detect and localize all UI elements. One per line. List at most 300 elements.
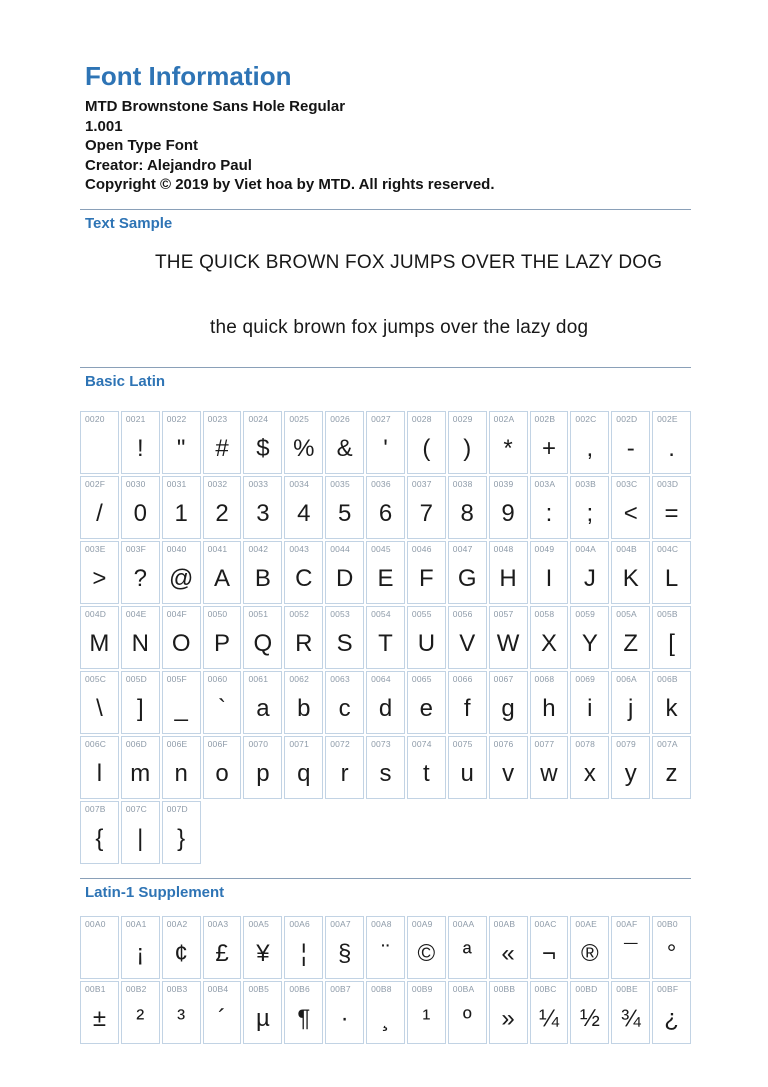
glyph-character: ¦	[300, 940, 307, 967]
codepoint-label: 006E	[166, 738, 188, 749]
codepoint-label: 0051	[248, 608, 269, 619]
glyph-character: "	[176, 435, 186, 462]
glyph-character: N	[131, 630, 149, 657]
codepoint-label: 006F	[207, 738, 228, 749]
codepoint-label: 003A	[534, 478, 556, 489]
codepoint-label: 0034	[289, 478, 310, 489]
codepoint-label: 007A	[657, 738, 678, 749]
glyph-cell-0038	[448, 476, 487, 539]
text-sample-lowercase: the quick brown fox jumps over the lazy dog	[210, 316, 589, 338]
glyph-character: Z	[623, 630, 639, 657]
glyph-table-row	[80, 411, 691, 474]
glyph-cell-00BD	[570, 981, 609, 1044]
codepoint-label: 0033	[248, 478, 269, 489]
codepoint-label: 005F	[166, 673, 187, 684]
glyph-character: ¡	[136, 940, 145, 967]
codepoint-label: 0069	[575, 673, 596, 684]
codepoint-label: 005A	[616, 608, 637, 619]
font-name: MTD Brownstone Sans Hole Regular	[85, 98, 346, 115]
glyph-cell-0036	[366, 476, 405, 539]
glyph-cell-004D	[80, 606, 119, 669]
glyph-character: z	[665, 760, 678, 787]
glyph-character: ´	[218, 1005, 227, 1032]
glyph-cell-0077	[530, 736, 569, 799]
glyph-character: ¶	[297, 1005, 311, 1032]
glyph-cell-004E	[121, 606, 160, 669]
glyph-cell-0069	[570, 671, 609, 734]
codepoint-label: 00A8	[371, 918, 392, 929]
codepoint-label: 0056	[452, 608, 473, 619]
glyph-character: 2	[215, 500, 229, 527]
glyph-character: 8	[460, 500, 474, 527]
codepoint-label: 0031	[166, 478, 187, 489]
glyph-cell-00B4	[203, 981, 242, 1044]
codepoint-label: 0079	[616, 738, 636, 749]
glyph-table-row	[80, 671, 691, 734]
glyph-cell-005B	[652, 606, 691, 669]
codepoint-label: 004A	[575, 543, 597, 554]
glyph-cell-004F	[162, 606, 201, 669]
codepoint-label: 0071	[289, 738, 310, 749]
glyph-cell-004B	[611, 541, 650, 604]
codepoint-label: 0023	[207, 413, 228, 424]
codepoint-label: 00B8	[371, 983, 392, 994]
glyph-table-row	[80, 801, 691, 864]
glyph-cell-003F	[121, 541, 160, 604]
codepoint-label: 0046	[411, 543, 432, 554]
glyph-cell-0055	[407, 606, 446, 669]
glyph-character: ±	[92, 1005, 107, 1032]
glyph-character: @	[168, 565, 194, 592]
codepoint-label: 0060	[207, 673, 228, 684]
codepoint-label: 002C	[575, 413, 597, 424]
codepoint-label: 00A6	[289, 918, 310, 929]
codepoint-label: 0052	[289, 608, 310, 619]
codepoint-label: 004E	[125, 608, 147, 619]
glyph-cell-006A	[611, 671, 650, 734]
glyph-character: d	[378, 695, 393, 722]
glyph-table-row	[80, 606, 691, 669]
glyph-character: 4	[297, 500, 311, 527]
codepoint-label: 0027	[371, 413, 391, 424]
codepoint-label: 00B9	[411, 983, 433, 994]
glyph-character: J	[583, 565, 596, 592]
codepoint-label: 0057	[493, 608, 514, 619]
codepoint-label: 0073	[371, 738, 391, 749]
font-version: 1.001	[85, 117, 123, 135]
glyph-character: y	[624, 760, 637, 787]
codepoint-label: 0026	[330, 413, 350, 424]
glyph-character: ¹	[422, 1005, 431, 1032]
glyph-character: =	[664, 500, 679, 527]
glyph-cell-00BF	[652, 981, 691, 1044]
codepoint-label: 006C	[85, 738, 107, 749]
codepoint-label: 00AB	[493, 918, 516, 929]
glyph-character: :	[545, 500, 553, 527]
codepoint-label: 00B5	[248, 983, 270, 994]
glyph-character: h	[542, 695, 556, 722]
glyph-cell-0031	[162, 476, 201, 539]
glyph-character: ¢	[174, 940, 188, 967]
glyph-character: {	[95, 825, 104, 852]
glyph-character: º	[462, 1005, 472, 1032]
glyph-character: ª	[462, 940, 472, 967]
glyph-cell-0020	[80, 411, 119, 474]
codepoint-label: 003B	[575, 478, 597, 489]
section-divider	[80, 209, 691, 210]
glyph-cell-0052	[284, 606, 323, 669]
glyph-cell-0022	[162, 411, 201, 474]
glyph-cell-0057	[489, 606, 528, 669]
codepoint-label: 002D	[616, 413, 638, 424]
glyph-table-row	[80, 736, 691, 799]
document-content	[80, 62, 691, 1044]
glyph-cell-006C	[80, 736, 119, 799]
codepoint-label: 0022	[166, 413, 187, 424]
codepoint-label: 0064	[371, 673, 391, 684]
glyph-grid-basic-latin	[80, 411, 691, 864]
codepoint-label: 0066	[452, 673, 473, 684]
glyph-cell-004A	[570, 541, 609, 604]
glyph-character: t	[423, 760, 430, 787]
codepoint-label: 0074	[411, 738, 432, 749]
glyph-character: B	[254, 565, 271, 592]
glyph-character: »	[501, 1005, 515, 1032]
glyph-character: 3	[256, 500, 270, 527]
glyph-character: <	[623, 500, 638, 527]
codepoint-label: 002B	[534, 413, 556, 424]
font-creator: Creator: Alejandro Paul	[85, 156, 252, 174]
glyph-cell-005A	[611, 606, 650, 669]
glyph-character: ¯	[624, 940, 638, 967]
glyph-character: C	[295, 565, 313, 592]
glyph-cell-0058	[530, 606, 569, 669]
glyph-character: I	[545, 565, 553, 592]
glyph-cell-0042	[243, 541, 282, 604]
font-type: Open Type Font	[85, 137, 199, 154]
glyph-cell-0037	[407, 476, 446, 539]
glyph-cell-0078	[570, 736, 609, 799]
glyph-cell-00B7	[325, 981, 364, 1044]
codepoint-label: 004D	[85, 608, 107, 619]
codepoint-label: 0076	[493, 738, 514, 749]
glyph-character: l	[96, 760, 103, 787]
glyph-cell-0071	[284, 736, 323, 799]
codepoint-label: 007D	[166, 803, 188, 814]
glyph-cell-00AE	[570, 916, 609, 979]
codepoint-label: 0043	[289, 543, 310, 554]
section-heading-latin1-supplement: Latin-1 Supplement	[85, 883, 225, 901]
glyph-cell-0063	[325, 671, 364, 734]
glyph-character: ¨	[381, 940, 390, 967]
codepoint-label: 00A3	[207, 918, 229, 929]
glyph-table-row	[80, 541, 691, 604]
glyph-character: D	[335, 565, 354, 592]
text-sample-uppercase: THE QUICK BROWN FOX JUMPS OVER THE LAZY DOG	[155, 251, 663, 273]
codepoint-label: 0070	[248, 738, 269, 749]
codepoint-label: 0067	[493, 673, 514, 684]
codepoint-label: 0036	[371, 478, 391, 489]
codepoint-label: 0032	[207, 478, 228, 489]
glyph-character: 7	[419, 500, 434, 527]
glyph-cell-007D	[162, 801, 201, 864]
glyph-cell-00B5	[243, 981, 282, 1044]
glyph-cell-0048	[489, 541, 528, 604]
codepoint-label: 00BF	[657, 983, 679, 994]
glyph-cell-0064	[366, 671, 405, 734]
codepoint-label: 0063	[330, 673, 350, 684]
codepoint-label: 0042	[248, 543, 269, 554]
glyph-character: %	[293, 435, 315, 462]
codepoint-label: 0039	[493, 478, 514, 489]
glyph-cell-0047	[448, 541, 487, 604]
glyph-cell-00A7	[325, 916, 364, 979]
glyph-cell-0060	[203, 671, 242, 734]
codepoint-label: 00B6	[289, 983, 310, 994]
glyph-cell-0062	[284, 671, 323, 734]
glyph-cell-0040	[162, 541, 201, 604]
glyph-character: (	[422, 435, 431, 462]
glyph-cell-0068	[530, 671, 569, 734]
glyph-cell-006B	[652, 671, 691, 734]
glyph-cell-0051	[243, 606, 282, 669]
glyph-cell-0079	[611, 736, 650, 799]
glyph-character: i	[587, 695, 593, 722]
glyph-character: [	[668, 630, 675, 657]
glyph-character: T	[378, 630, 393, 657]
codepoint-label: 0021	[125, 413, 146, 424]
glyph-character: H	[499, 565, 517, 592]
glyph-character: µ	[255, 1005, 270, 1032]
glyph-cell-0034	[284, 476, 323, 539]
glyph-cell-0033	[243, 476, 282, 539]
glyph-cell-0072	[325, 736, 364, 799]
codepoint-label: 0061	[248, 673, 269, 684]
glyph-cell-002F	[80, 476, 119, 539]
codepoint-label: 00BD	[575, 983, 598, 994]
glyph-character: Y	[581, 630, 598, 657]
codepoint-label: 0030	[125, 478, 146, 489]
glyph-character: ©	[417, 940, 436, 967]
glyph-cell-0023	[203, 411, 242, 474]
glyph-character: ¾	[620, 1005, 641, 1032]
glyph-character: ?	[133, 565, 147, 592]
codepoint-label: 00A7	[330, 918, 351, 929]
glyph-cell-0026	[325, 411, 364, 474]
page-title: Font Information	[85, 61, 292, 91]
glyph-character: ¼	[538, 1005, 559, 1032]
glyph-cell-0056	[448, 606, 487, 669]
glyph-cell-0027	[366, 411, 405, 474]
codepoint-label: 00B3	[166, 983, 188, 994]
glyph-character: n	[174, 760, 188, 787]
glyph-character: q	[297, 760, 311, 787]
glyph-character: ½	[579, 1005, 600, 1032]
glyph-table-row	[80, 476, 691, 539]
glyph-cell-0066	[448, 671, 487, 734]
glyph-table-row	[80, 916, 691, 979]
glyph-cell-002E	[652, 411, 691, 474]
codepoint-label: 00B7	[330, 983, 351, 994]
glyph-cell-0070	[243, 736, 282, 799]
glyph-cell-00A8	[366, 916, 405, 979]
glyph-cell-00BB	[489, 981, 528, 1044]
glyph-character: &	[336, 435, 353, 462]
glyph-cell-0028	[407, 411, 446, 474]
glyph-cell-00BE	[611, 981, 650, 1044]
codepoint-label: 0040	[166, 543, 187, 554]
glyph-character: /	[96, 500, 103, 527]
glyph-character: '	[383, 435, 388, 462]
glyph-cell-002D	[611, 411, 650, 474]
glyph-cell-0041	[203, 541, 242, 604]
glyph-character: c	[338, 695, 351, 722]
codepoint-label: 002F	[85, 478, 106, 489]
glyph-cell-0059	[570, 606, 609, 669]
glyph-cell-00AC	[530, 916, 569, 979]
glyph-character: a	[256, 695, 270, 722]
codepoint-label: 0053	[330, 608, 350, 619]
glyph-cell-0045	[366, 541, 405, 604]
glyph-character: j	[628, 695, 634, 722]
codepoint-label: 0077	[534, 738, 555, 749]
codepoint-label: 005D	[125, 673, 147, 684]
glyph-character: ]	[136, 695, 144, 722]
glyph-cell-0029	[448, 411, 487, 474]
glyph-character: A	[214, 565, 231, 592]
glyph-character: V	[459, 630, 476, 657]
codepoint-label: 0045	[371, 543, 391, 554]
glyph-character: 9	[501, 500, 515, 527]
glyph-character: P	[214, 630, 231, 657]
glyph-cell-005D	[121, 671, 160, 734]
glyph-cell-0050	[203, 606, 242, 669]
glyph-character: -	[626, 435, 635, 462]
codepoint-label: 0072	[330, 738, 350, 749]
glyph-character: b	[297, 695, 311, 722]
codepoint-label: 005B	[657, 608, 678, 619]
glyph-character: 5	[337, 500, 352, 527]
codepoint-label: 00AF	[616, 918, 638, 929]
glyph-cell-0021	[121, 411, 160, 474]
glyph-character: ²	[136, 1005, 145, 1032]
font-metadata	[85, 97, 691, 195]
glyph-character: ,	[586, 435, 594, 462]
codepoint-label: 0037	[411, 478, 432, 489]
codepoint-label: 00A0	[85, 918, 106, 929]
codepoint-label: 002E	[657, 413, 678, 424]
glyph-character: u	[460, 760, 474, 787]
glyph-character: |	[137, 825, 144, 852]
glyph-cell-00AB	[489, 916, 528, 979]
glyph-cell-0067	[489, 671, 528, 734]
glyph-cell-00A1	[121, 916, 160, 979]
glyph-table-row	[80, 981, 691, 1044]
glyph-cell-006F	[203, 736, 242, 799]
glyph-cell-00A5	[243, 916, 282, 979]
glyph-cell-007B	[80, 801, 119, 864]
glyph-cell-0046	[407, 541, 446, 604]
glyph-cell-0061	[243, 671, 282, 734]
glyph-cell-00BA	[448, 981, 487, 1044]
glyph-cell-0054	[366, 606, 405, 669]
section-divider	[80, 878, 691, 879]
codepoint-label: 006A	[616, 673, 637, 684]
glyph-character: \	[96, 695, 103, 722]
codepoint-label: 0054	[371, 608, 391, 619]
glyph-cell-005F	[162, 671, 201, 734]
glyph-character: s	[379, 760, 392, 787]
glyph-character: k	[665, 695, 678, 722]
glyph-cell-006D	[121, 736, 160, 799]
codepoint-label: 00B4	[207, 983, 229, 994]
glyph-cell-00AA	[448, 916, 487, 979]
glyph-character: ·	[340, 1005, 349, 1032]
codepoint-label: 0024	[248, 413, 269, 424]
glyph-character: m	[130, 760, 151, 787]
glyph-character: 1	[174, 500, 188, 527]
glyph-cell-0073	[366, 736, 405, 799]
glyph-character: E	[377, 565, 394, 592]
codepoint-label: 0035	[330, 478, 350, 489]
codepoint-label: 0020	[85, 413, 105, 424]
glyph-cell-00AF	[611, 916, 650, 979]
glyph-cell-00A9	[407, 916, 446, 979]
glyph-cell-0043	[284, 541, 323, 604]
glyph-cell-0039	[489, 476, 528, 539]
codepoint-label: 00AE	[575, 918, 597, 929]
codepoint-label: 003F	[125, 543, 147, 554]
glyph-character: 0	[133, 500, 147, 527]
glyph-cell-0032	[203, 476, 242, 539]
glyph-cell-0030	[121, 476, 160, 539]
glyph-character: }	[177, 825, 186, 852]
glyph-character: ;	[586, 500, 594, 527]
glyph-character: G	[457, 565, 477, 592]
glyph-character: U	[417, 630, 436, 657]
section-divider	[80, 367, 691, 368]
glyph-cell-003B	[570, 476, 609, 539]
glyph-cell-003A	[530, 476, 569, 539]
glyph-character: w	[540, 760, 558, 787]
glyph-character: v	[502, 760, 515, 787]
glyph-cell-00B9	[407, 981, 446, 1044]
glyph-character: e	[419, 695, 434, 722]
glyph-cell-0075	[448, 736, 487, 799]
glyph-cell-007A	[652, 736, 691, 799]
codepoint-label: 00A1	[125, 918, 147, 929]
glyph-character: L	[664, 565, 679, 592]
codepoint-label: 0038	[452, 478, 473, 489]
glyph-character: ³	[177, 1005, 186, 1032]
glyph-cell-00B8	[366, 981, 405, 1044]
glyph-character: *	[503, 435, 513, 462]
glyph-grid-latin1-supplement	[80, 916, 691, 1044]
glyph-character: p	[256, 760, 270, 787]
glyph-character: M	[89, 630, 110, 657]
codepoint-label: 0028	[411, 413, 432, 424]
glyph-character: ¬	[541, 940, 556, 967]
codepoint-label: 00AC	[534, 918, 557, 929]
codepoint-label: 00BC	[534, 983, 557, 994]
glyph-character: §	[337, 940, 352, 967]
codepoint-label: 003C	[616, 478, 638, 489]
codepoint-label: 004F	[166, 608, 187, 619]
glyph-cell-004C	[652, 541, 691, 604]
codepoint-label: 0041	[207, 543, 228, 554]
glyph-cell-00B2	[121, 981, 160, 1044]
codepoint-label: 0059	[575, 608, 596, 619]
